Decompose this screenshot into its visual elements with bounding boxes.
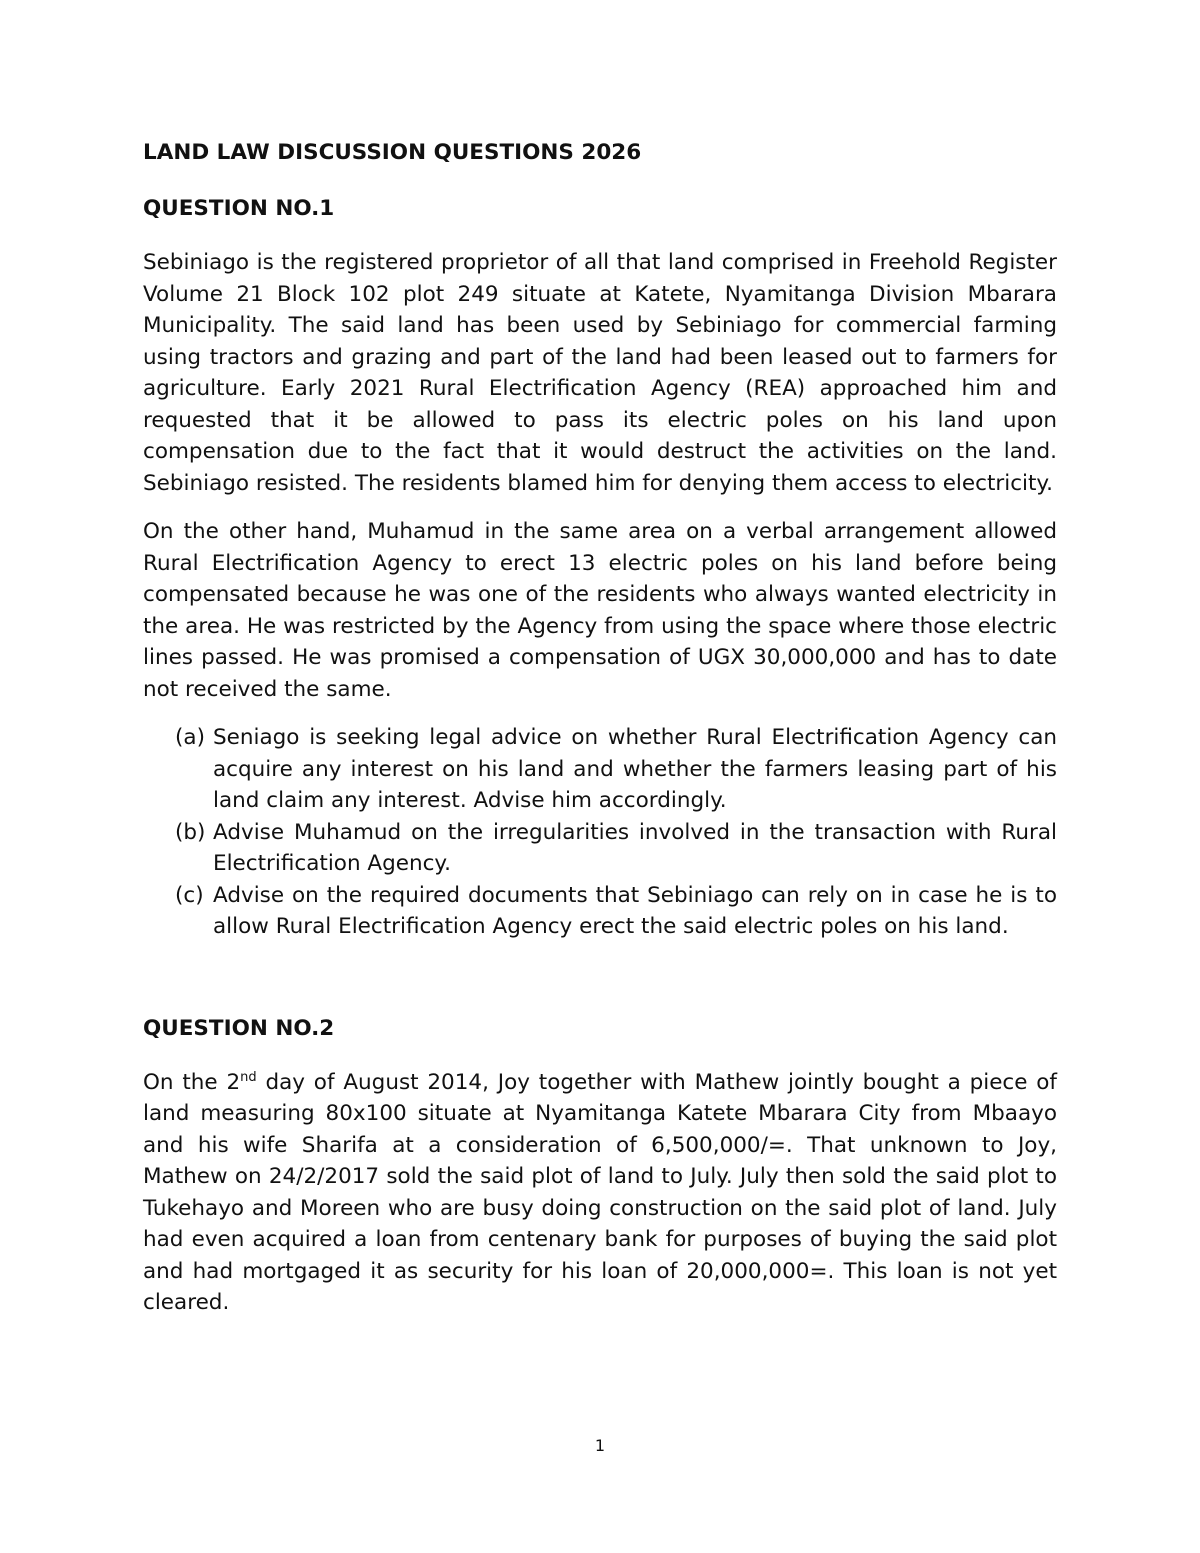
question-2-text-start: On the 2	[143, 1069, 241, 1095]
sub-question-text: Advise Muhamud on the irregularities involved in the transaction with Rural Electrification Agency.	[213, 819, 1057, 876]
question-1-heading: QUESTION NO.1	[143, 196, 335, 221]
section-spacer	[143, 943, 1057, 1013]
sub-question-marker: (a)	[175, 725, 205, 750]
sub-question-a	[143, 722, 1057, 817]
question-2-paragraph	[143, 1067, 1057, 1319]
document-title: LAND LAW DISCUSSION QUESTIONS 2026	[143, 140, 642, 165]
sub-question-text: Advise on the required documents that Sebiniago can rely on in case he is to allow Rural Electrification Agency erect the said electric poles on his land.	[213, 882, 1057, 939]
sub-question-marker: (c)	[175, 882, 204, 908]
sub-question-marker: (b)	[175, 819, 206, 845]
document-page	[143, 137, 1057, 1336]
question-2-heading: QUESTION NO.2	[143, 1015, 335, 1041]
question-1-paragraph-2: On the other hand, Muhamud in the same area on a verbal arrangement allowed Rural Electrification Agency to erect 13 electric poles on his land before being compensated because he was one of the residents who always wanted electricity in the area. He was restricted by the Agency from using the space where those electric lines passed. He was promised a compensation of UGX 30,000,000 and has to date not received the same.	[143, 519, 1057, 702]
question-1-sub-questions	[143, 722, 1057, 943]
page-number: 1	[594, 1436, 606, 1455]
sub-question-c	[143, 880, 1057, 943]
question-1-paragraph-1: Sebiniago is the registered proprietor of all that land comprised in Freehold Register Volume 21 Block 102 plot 249 situate at Katete, Nyamitanga Division Mbarara Municipality. The said land has been used by Sebiniago for commercial farming using tractors and grazing and part of the land had been leased out to farmers for agriculture. Early 2021 Rural Electrification Agency (REA) approached him and requested that it be allowed to pass its electric poles on his land upon compensation due to the fact that it would destruct the activities on the land. Sebiniago resisted. The residents blamed him for denying them access to electricity.	[143, 250, 1057, 496]
sub-question-text: Seniago is seeking legal advice on whether Rural Electrification Agency can acquire any interest on his land and whether the farmers leasing part of his land claim any interest. Advise him accordingly.	[213, 725, 1057, 813]
ordinal-suffix: nd	[240, 1069, 257, 1085]
sub-question-b	[143, 817, 1057, 880]
question-2-text-rest: day of August 2014, Joy together with Mathew jointly bought a piece of land measuring 80x100 situate at Nyamitanga Katete Mbarara City from Mbaayo and his wife Sharifa at a consideration of 6,500,000/=. That unknown to Joy, Mathew on 24/2/2017 sold the said plot of land to July. July then sold the said plot to Tukehayo and Moreen who are busy doing construction on the said plot of land. July had even acquired a loan from centenary bank for purposes of buying the said plot and had mortgaged it as security for his loan of 20,000,000=. This loan is not yet cleared.	[143, 1069, 1057, 1315]
